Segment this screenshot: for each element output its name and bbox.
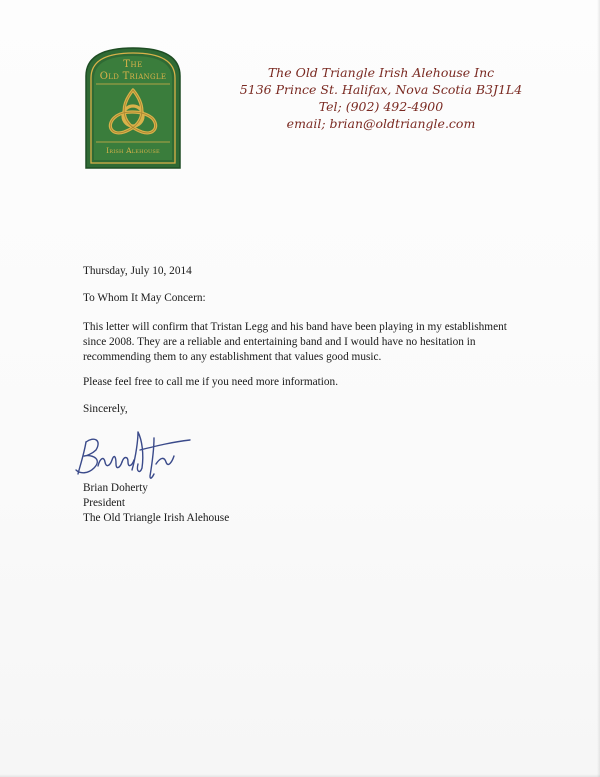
closing: Sincerely, bbox=[83, 403, 128, 415]
body-paragraph-1: This letter will confirm that Tristan Legg and his band have been playing in my establishment since 2008. They are a reliable and entertaining band and I would have no hesitation in recommending them to any establishment that values good music. bbox=[83, 321, 507, 363]
body-paragraph-2: Please feel free to call me if you need more information. bbox=[83, 376, 339, 388]
letter-date: Thursday, July 10, 2014 bbox=[83, 265, 192, 277]
company-phone: Tel; (902) 492-4900 bbox=[318, 99, 444, 114]
letterhead bbox=[216, 64, 546, 132]
signer-company: The Old Triangle Irish Alehouse bbox=[83, 512, 230, 524]
logo-text-alehouse: Irish Alehouse bbox=[106, 146, 160, 155]
signer-name: Brian Doherty bbox=[83, 482, 148, 494]
logo-text-name: Old Triangle bbox=[99, 71, 167, 82]
signature-icon bbox=[72, 420, 202, 490]
salutation: To Whom It May Concern: bbox=[83, 292, 206, 304]
handwritten-signature bbox=[72, 420, 202, 490]
company-logo bbox=[84, 46, 182, 170]
signature-block bbox=[83, 481, 523, 526]
logo-text-the: The bbox=[123, 59, 143, 70]
company-address: 5136 Prince St. Halifax, Nova Scotia B3J1L4 bbox=[239, 82, 523, 97]
company-name: The Old Triangle Irish Alehouse Inc bbox=[267, 65, 495, 80]
signer-title: President bbox=[83, 497, 126, 509]
company-email: email; brian@oldtriangle.com bbox=[286, 116, 476, 131]
